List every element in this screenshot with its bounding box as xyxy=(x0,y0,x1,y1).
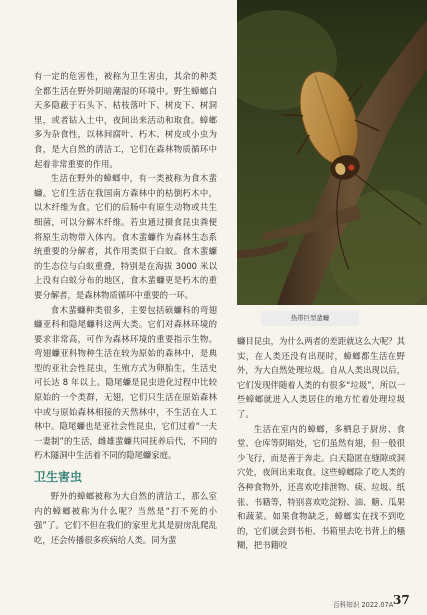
paragraph: 食木蜚蠊种类很多，主要包括硕蠊科的弯翅蠊亚科和隐尾蠊科这两大类。它们对森林环境的要求非常高，可作为森林环境的重要指示生物。弯翅蠊亚科物种生活在较为原始的森林中，是典型的亚社会性昆虫，生殖方式为卵胎生，生活史可长达 8 年以上。隐尾蠊是昆虫进化过程中比较原始的一个类群，无翅，它们只生活在原始森林中或与原始森林相接的天然林中，不生活在人工林中。隐尾蠊也是亚社会性昆虫，它们过着“一夫一妻制”的生活，雌雄蜚蠊共同抚养后代，不同的朽木隧洞中生活着不同的隐尾蠊家庭。 xyxy=(34,304,217,461)
section-heading: 卫生害虫 xyxy=(34,470,83,485)
journal-name: 百科知识 2022.07A xyxy=(333,601,394,609)
photo-caption: 热带巨型蜚蠊 xyxy=(261,311,359,326)
page-number: 37 xyxy=(393,593,410,607)
paragraph: 生活在室内的蟑螂，多栖息于厨房、食堂、仓库等阴暗处，它们虽然有翅，但一般很少飞行，而是善于奔走。白天隐匿在缝隙或洞穴处，夜间出来取食。这些蟑螂除了吃人类的各种食物外，还喜欢吃排泄物、痰、垃圾、纸张、书籍等，特别喜欢吃淀粉、油、糖、瓜果和蔬菜。如果食物缺乏，蟑螂实在找不到吃的，它们就会到书柜、书箱里去吃书背上的糨糊，把书籍咬 xyxy=(237,423,405,551)
paragraph: 蠊目昆虫，为什么两者的差距就这么大呢？其实，在人类还没有出现时，蟑螂都生活在野外，为大自然处理垃圾。自从人类出现以后，它们发现伴随着人类的有很多“垃圾”，所以一些蟑螂就进入人类居住的地方忙着处理垃圾了。 xyxy=(237,336,405,419)
paragraph: 有一定的危害性，被称为卫生害虫，其余的种类全都生活在野外阴暗潮湿的环境中。野生蟑螂白天多隐蔽于石头下、枯枝落叶下、树皮下、树洞里，或者钻入土中，夜间出来活动和取食。蟑螂多为杂食性，以林间腐叶、朽木、树皮或小虫为食，是大自然的清洁工，它们在森林物质循环中起着非常重要的作用。 xyxy=(34,71,217,169)
left-text-column xyxy=(34,69,217,547)
cockroach-photo xyxy=(237,0,427,305)
cockroach-photo-illustration xyxy=(237,0,427,305)
paragraph: 野外的蟑螂被称为大自然的清洁工，那么室内的蟑螂被称为什么呢？当然是“打不死的小强”了。它们不但在我们的家里尤其是厨房乱爬乱吃，还会传播很多疾病给人类。同为蜚 xyxy=(34,491,217,545)
paragraph: 生活在野外的蟑螂中，有一类被称为食木蜚蠊。它们生活在我国南方森林中的枯倒朽木中，以木纤维为食。它们的后肠中有原生动物或共生细菌，可以分解木纤维。若虫通过摄食昆虫粪便将原生动物带入体内。食木蜚蠊作为森林生态系统重要的分解者，其作用类似于白蚁。食木蜚蠊的生态位与白蚁重叠，特别是在海拔 3000 米以上没有白蚁分布的地区，食木蜚蠊更是朽木的重要分解者，是森林物质循环中重要的一环。 xyxy=(34,173,217,300)
right-text-column xyxy=(237,334,405,553)
